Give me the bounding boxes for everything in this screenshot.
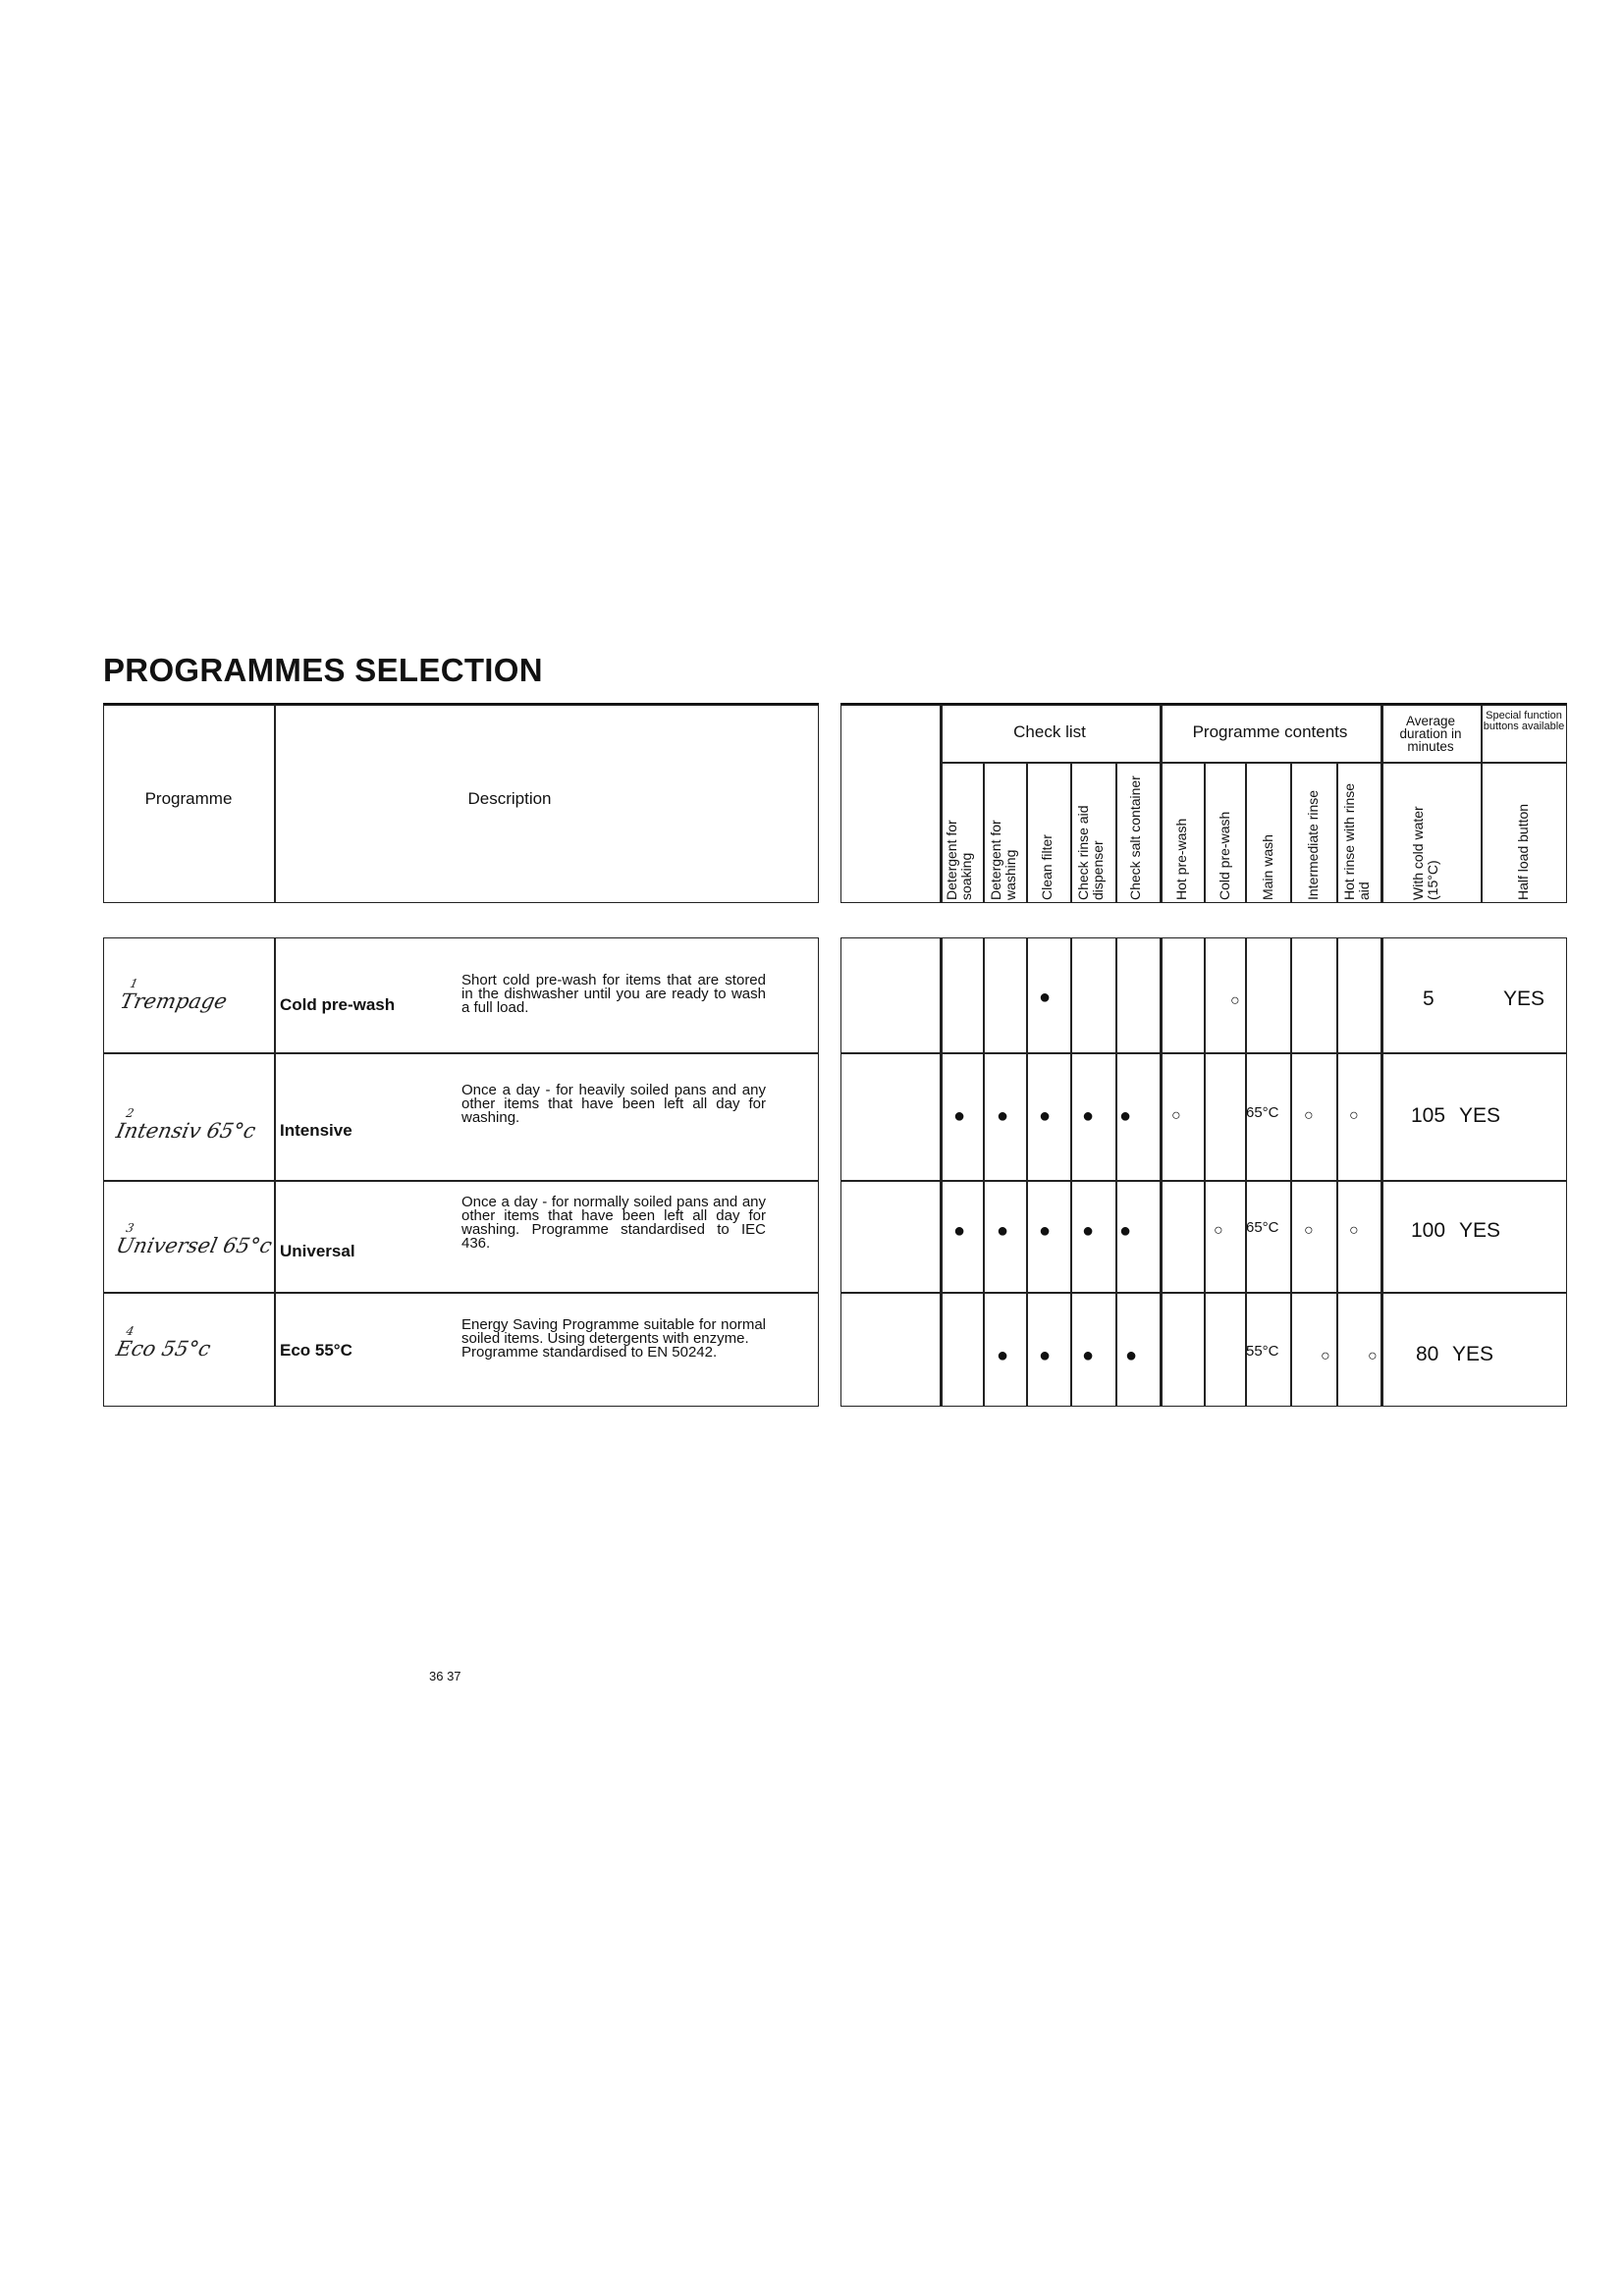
duration-value: 5 (1423, 988, 1435, 1010)
main-wash-temp: 65°C (1246, 1219, 1279, 1236)
programme-script-name: 3 Universel 65°c (114, 1221, 275, 1257)
col-header-cold-prewash: Cold pre-wash (1217, 811, 1232, 900)
col-header-intermediate-rinse: Intermediate rinse (1305, 789, 1321, 900)
filled-dot: ● (1039, 987, 1052, 1008)
col-divider (1115, 762, 1117, 903)
average-duration-header: Average duration in minutes (1399, 714, 1462, 754)
hollow-dot: ○ (1304, 1107, 1314, 1124)
filled-dot: ● (953, 1105, 966, 1127)
col-header-rinse-aid: Check rinse aid dispenser (1075, 805, 1106, 900)
hollow-dot: ○ (1321, 1348, 1330, 1364)
special-value: YES (1459, 1104, 1501, 1127)
filled-dot: ● (1119, 1220, 1132, 1242)
hollow-dot: ○ (1368, 1348, 1378, 1364)
filled-dot: ● (1082, 1345, 1095, 1366)
programme-script-name: 1 Trempage (118, 977, 230, 1013)
programme-name: Eco 55°C (280, 1341, 352, 1360)
col-header-cold-water: With cold water (15°C) (1410, 806, 1440, 900)
filled-dot: ● (1039, 1345, 1052, 1366)
row-separator (103, 1292, 819, 1294)
col-divider (1380, 937, 1383, 1407)
programme-name: Universal (280, 1242, 355, 1260)
group-header-underline (940, 762, 1567, 764)
col-header-clean-filter: Clean filter (1039, 834, 1055, 900)
filled-dot: ● (1039, 1220, 1052, 1242)
programme-description: Once a day - for heavily soiled pans and any other items that have been left all day for washing. (461, 1082, 766, 1126)
col-divider (983, 937, 985, 1407)
col-header-hot-rinse: Hot rinse with rinse aid (1341, 782, 1372, 900)
col-header-hot-prewash: Hot pre-wash (1173, 818, 1189, 900)
duration-value: 80 (1416, 1343, 1439, 1365)
hollow-dot: ○ (1349, 1107, 1359, 1124)
col-divider (1026, 762, 1028, 903)
programme-description: Energy Saving Programme suitable for normal soiled items. Using detergents with enzyme. Programme standardised to EN 50242. (461, 1316, 766, 1361)
main-wash-temp: 55°C (1246, 1343, 1279, 1360)
filled-dot: ● (997, 1105, 1009, 1127)
filled-dot: ● (1082, 1220, 1095, 1242)
col-divider (1290, 762, 1292, 903)
col-divider (1160, 937, 1163, 1407)
col-divider (1115, 937, 1117, 1407)
col-divider (1204, 937, 1206, 1407)
page-title: PROGRAMMES SELECTION (103, 652, 543, 688)
col-divider (983, 762, 985, 903)
filled-dot: ● (1125, 1345, 1138, 1366)
filled-dot: ● (1039, 1105, 1052, 1127)
col-header-salt-container: Check salt container (1127, 775, 1143, 900)
special-function-header: Special function buttons available (1483, 710, 1565, 732)
col-header-half-load: Half load button (1515, 803, 1531, 900)
duration-value: 100 (1411, 1219, 1446, 1242)
special-value: YES (1452, 1343, 1494, 1365)
col-divider (940, 937, 943, 1407)
hollow-dot: ○ (1230, 992, 1240, 1009)
col-divider (1026, 937, 1028, 1407)
col-divider (1336, 762, 1338, 903)
programme-name: Intensive (280, 1121, 352, 1140)
programme-script-name: 4 Eco 55°c (114, 1324, 213, 1361)
hollow-dot: ○ (1304, 1222, 1314, 1239)
col-header-detergent-washing: Detergent for washing (988, 820, 1018, 900)
programme-description: Short cold pre-wash for items that are stored in the dishwasher until you are ready to wash a full load. (461, 972, 766, 1016)
col-divider (1336, 937, 1338, 1407)
col-divider (1245, 762, 1247, 903)
col-divider (1245, 937, 1247, 1407)
hollow-dot: ○ (1171, 1107, 1181, 1124)
col-header-main-wash: Main wash (1260, 834, 1275, 900)
special-value: YES (1459, 1219, 1501, 1242)
programme-description: Once a day - for normally soiled pans and any other items that have been left all day for washing. Programme standardised to IEC 436. (461, 1194, 766, 1252)
description-header: Description (467, 789, 552, 808)
left-body-divider (274, 937, 276, 1407)
duration-value: 105 (1411, 1104, 1446, 1127)
row-separator (103, 1052, 819, 1054)
programme-contents-header: Programme contents (1192, 722, 1348, 741)
col-divider (1204, 762, 1206, 903)
main-wash-temp: 65°C (1246, 1104, 1279, 1121)
programme-header: Programme (144, 789, 233, 808)
filled-dot: ● (1082, 1105, 1095, 1127)
hollow-dot: ○ (1349, 1222, 1359, 1239)
filled-dot: ● (1119, 1105, 1132, 1127)
check-list-header: Check list (1013, 722, 1086, 741)
filled-dot: ● (997, 1220, 1009, 1242)
col-divider (1070, 937, 1072, 1407)
special-value: YES (1503, 988, 1545, 1010)
divider-special-start (1481, 705, 1483, 903)
col-header-detergent-soaking: Detergent for soaking (944, 820, 974, 900)
filled-dot: ● (997, 1345, 1009, 1366)
row-separator (103, 1180, 819, 1182)
page-number: 36 37 (429, 1669, 461, 1683)
col-divider (1070, 762, 1072, 903)
programme-script-name: 2 Intensiv 65°c (114, 1106, 258, 1143)
hollow-dot: ○ (1214, 1222, 1223, 1239)
col-divider (1290, 937, 1292, 1407)
programme-name: Cold pre-wash (280, 995, 396, 1014)
filled-dot: ● (953, 1220, 966, 1242)
